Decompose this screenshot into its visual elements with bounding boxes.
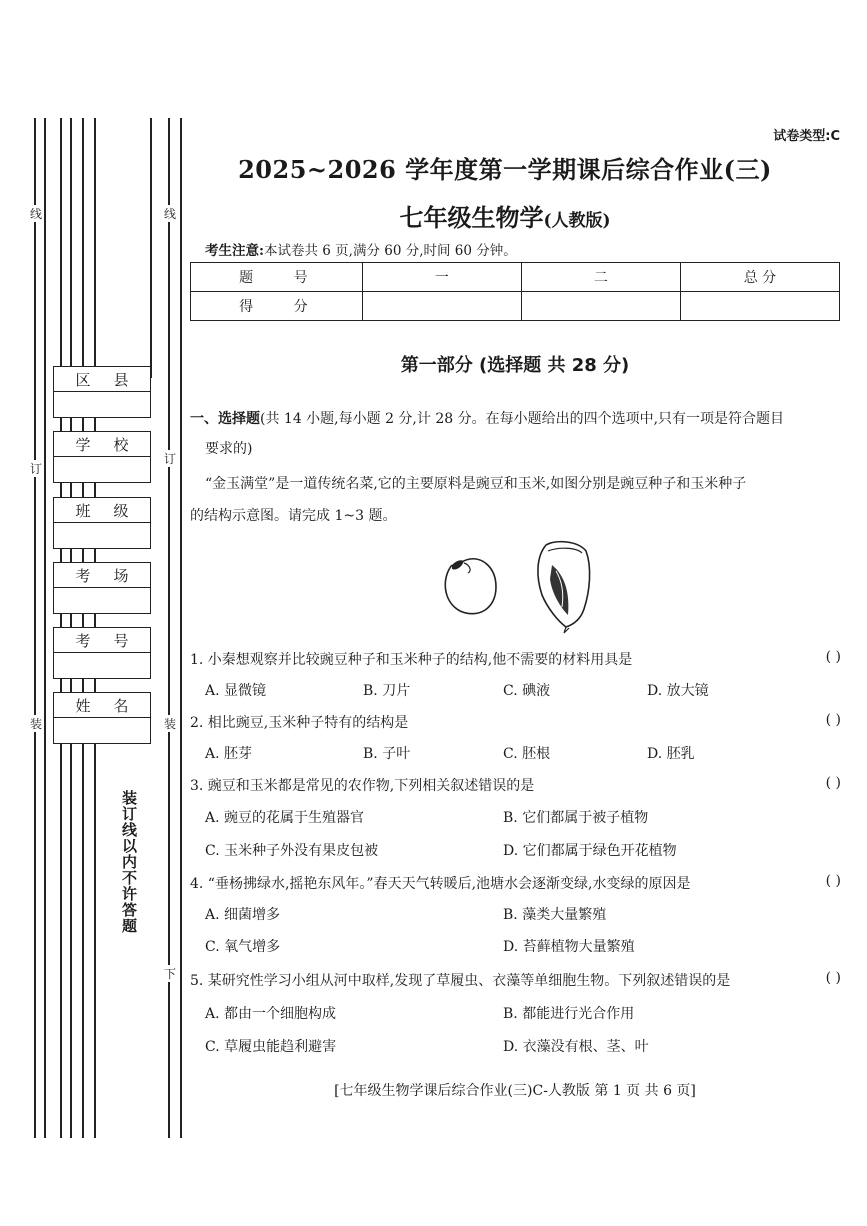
field-label: 号 <box>113 631 129 650</box>
option-a[interactable]: A. 显微镜 <box>205 683 267 699</box>
binding-mark: 下 <box>164 967 177 981</box>
option-b[interactable]: B. 刀片 <box>363 683 411 699</box>
answer-bracket[interactable]: ( ) <box>825 712 841 728</box>
exam-notice <box>205 239 517 259</box>
question-stem: 1. 小秦想观察并比较豌豆种子和玉米种子的结构,他不需要的材料用具是 <box>190 652 633 668</box>
field-label: 县 <box>113 370 129 389</box>
field-label: 姓 <box>75 696 91 715</box>
option-b[interactable]: B. 它们都属于被子植物 <box>503 810 649 826</box>
paper-type: 试卷类型:C <box>773 129 840 144</box>
option-a[interactable]: A. 都由一个细胞构成 <box>205 1006 337 1022</box>
section-text: (共 14 小题,每小题 2 分,计 28 分。在每小题给出的四个选项中,只有一项是符合题目 <box>260 411 785 427</box>
option-a[interactable]: A. 豌豆的花属于生殖器官 <box>205 810 365 826</box>
intro-text: 的结构示意图。请完成 1~3 题。 <box>190 508 397 524</box>
section-label: 一、选择题 <box>190 411 260 427</box>
field-label: 校 <box>113 435 129 454</box>
page-footer: [七年级生物学课后综合作业(三)C-人教版 第 1 页 共 6 页] <box>334 1083 696 1099</box>
table-cell: 一 <box>362 263 521 292</box>
field-label: 级 <box>113 501 129 520</box>
edition-label: (人教版) <box>543 211 611 231</box>
option-a[interactable]: A. 胚芽 <box>205 746 253 762</box>
field-label: 考 <box>75 566 91 585</box>
subject-name: 七年级生物学 <box>399 203 544 232</box>
score-cell[interactable] <box>521 292 680 321</box>
corn-seed-figure <box>538 542 590 633</box>
field-name[interactable] <box>53 692 151 744</box>
page-title: 2025~2026 学年度第一学期课后综合作业(三) <box>238 155 772 184</box>
binding-note: 装订线以内不许答题 <box>108 790 140 980</box>
binding-line <box>180 118 182 1138</box>
intro-text: “金玉满堂”是一道传统名菜,它的主要原料是豌豆和玉米,如图分别是豌豆种子和玉米种子 <box>205 476 747 492</box>
binding-line <box>150 118 152 378</box>
field-label: 区 <box>75 370 91 389</box>
table-cell: 得 分 <box>191 292 363 321</box>
option-d[interactable]: D. 胚乳 <box>647 746 695 762</box>
binding-mark: 订 <box>30 462 43 476</box>
binding-mark: 线 <box>30 207 43 221</box>
field-district[interactable] <box>53 366 151 418</box>
option-c[interactable]: C. 胚根 <box>503 746 551 762</box>
score-cell[interactable] <box>362 292 521 321</box>
part-title: 第一部分 (选择题 共 28 分) <box>400 355 630 376</box>
field-exam-number[interactable] <box>53 627 151 679</box>
answer-bracket[interactable]: ( ) <box>825 775 841 791</box>
question-stem: 5. 某研究性学习小组从河中取样,发现了草履虫、衣藻等单细胞生物。下列叙述错误的是 <box>190 973 731 989</box>
score-cell[interactable] <box>680 292 839 321</box>
option-d[interactable]: D. 它们都属于绿色开花植物 <box>503 843 677 859</box>
seed-figure <box>430 535 610 635</box>
table-row <box>191 292 840 321</box>
binding-line <box>168 118 170 1138</box>
option-a[interactable]: A. 细菌增多 <box>205 907 281 923</box>
notice-label: 考生注意: <box>205 243 264 259</box>
section-heading <box>190 409 838 429</box>
binding-line <box>44 118 46 1138</box>
option-b[interactable]: B. 子叶 <box>363 746 411 762</box>
binding-mark: 订 <box>164 452 177 466</box>
option-d[interactable]: D. 衣藻没有根、茎、叶 <box>503 1039 649 1055</box>
binding-mark: 装 <box>164 717 177 731</box>
binding-mark: 线 <box>164 207 177 221</box>
subject-title <box>180 198 830 233</box>
table-row <box>191 263 840 292</box>
binding-line <box>34 118 36 1138</box>
score-table <box>190 262 840 321</box>
table-cell: 题 号 <box>191 263 363 292</box>
notice-text: 本试卷共 6 页,满分 60 分,时间 60 分钟。 <box>263 243 517 259</box>
option-d[interactable]: D. 苔藓植物大量繁殖 <box>503 939 635 955</box>
option-c[interactable]: C. 草履虫能趋利避害 <box>205 1039 337 1055</box>
section-heading-cont: 要求的) <box>205 441 253 457</box>
table-cell: 二 <box>521 263 680 292</box>
option-c[interactable]: C. 氧气增多 <box>205 939 281 955</box>
field-label: 班 <box>75 501 91 520</box>
field-class[interactable] <box>53 497 151 549</box>
answer-bracket[interactable]: ( ) <box>825 873 841 889</box>
field-exam-room[interactable] <box>53 562 151 614</box>
option-d[interactable]: D. 放大镜 <box>647 683 709 699</box>
question-stem: 4. “垂杨拂绿水,摇艳东风年。”春天天气转暖后,池塘水会逐渐变绿,水变绿的原因是 <box>190 876 691 892</box>
field-label: 学 <box>75 435 91 454</box>
option-c[interactable]: C. 碘液 <box>503 683 551 699</box>
field-school[interactable] <box>53 431 151 483</box>
option-b[interactable]: B. 都能进行光合作用 <box>503 1006 635 1022</box>
field-label: 考 <box>75 631 91 650</box>
pea-seed-figure <box>445 559 496 614</box>
binding-mark: 装 <box>30 717 43 731</box>
table-cell: 总 分 <box>680 263 839 292</box>
question-stem: 3. 豌豆和玉米都是常见的农作物,下列相关叙述错误的是 <box>190 778 535 794</box>
answer-bracket[interactable]: ( ) <box>825 649 841 665</box>
option-b[interactable]: B. 藻类大量繁殖 <box>503 907 607 923</box>
field-label: 场 <box>113 566 129 585</box>
question-stem: 2. 相比豌豆,玉米种子特有的结构是 <box>190 715 409 731</box>
field-label: 名 <box>113 696 129 715</box>
option-c[interactable]: C. 玉米种子外没有果皮包被 <box>205 843 379 859</box>
answer-bracket[interactable]: ( ) <box>825 970 841 986</box>
